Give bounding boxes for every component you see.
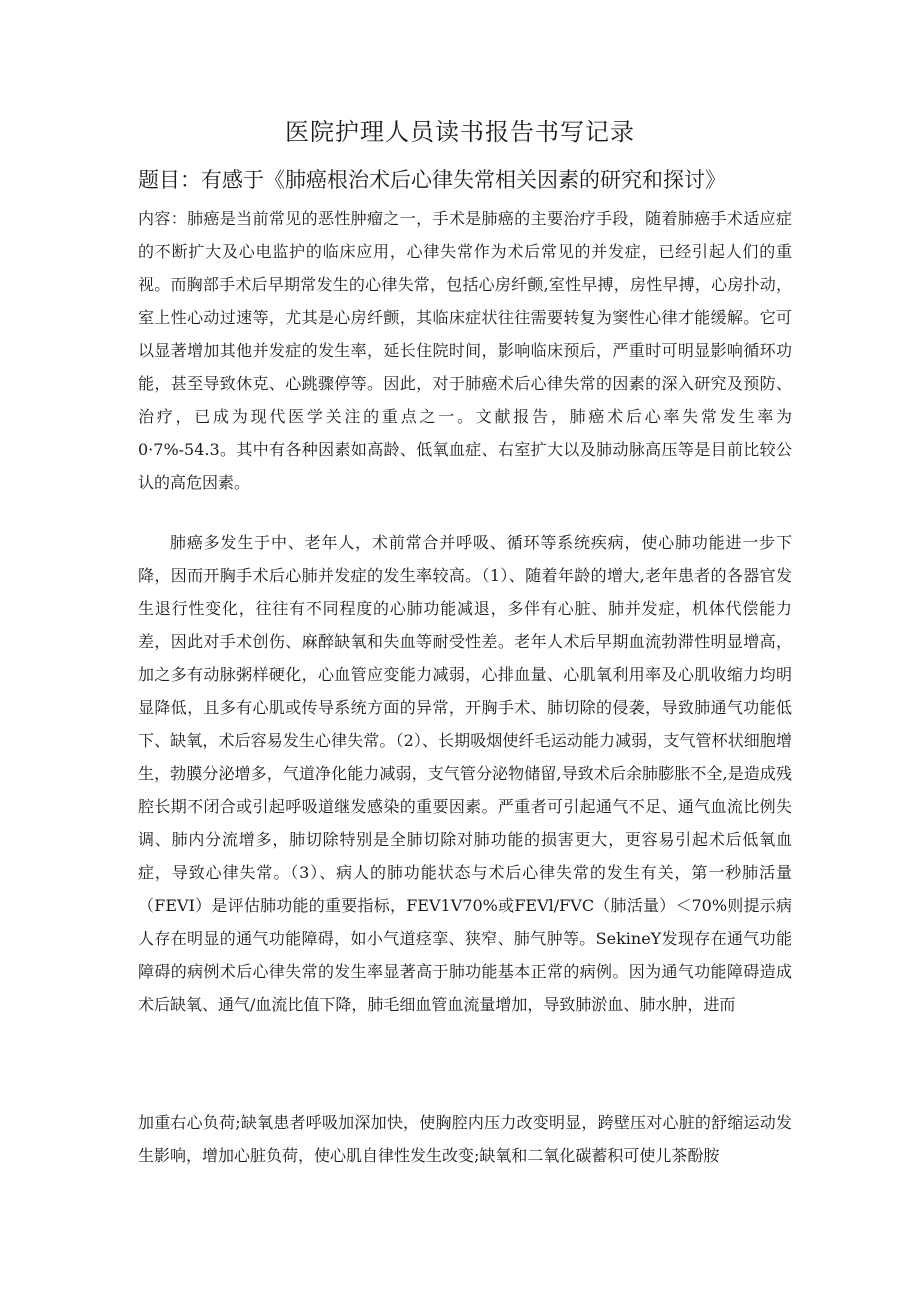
body-paragraph: 肺癌多发生于中、老年人，术前常合并呼吸、循环等系统疾病，使心肺功能进一步下降，因而开胸手术后心肺并发症的发生率较高。（1）、随着年龄的增大,老年患者的各器官发生退行性变化，往往有不同程度的心肺功能减退，多伴有心脏、肺并发症，机体代偿能力差，因此对手术创伤、麻醉缺氧和失血等耐受性差。老年人术后早期血流勃滞性明显增高，加之多有动脉粥样硬化，心血管应变能力减弱，心排血量、心肌氧利用率及心肌收缩力均明显降低，且多有心肌或传导系统方面的异常，开胸手术、肺切除的侵袭，导致肺通气功能低下、缺氧，术后容易发生心律失常。（2）、长期吸烟使纤毛运动能力减弱，支气管杯状细胞增生，勃膜分泌增多，气道净化能力减弱，支气管分泌物储留,导致术后余肺膨胀不全,是造成残腔长期不闭合或引起呼吸道继发感染的重要因素。严重者可引起通气不足、通气血流比例失调、肺内分流增多，肺切除特别是全肺切除对肺功能的损害更大，更容易引起术后低氧血症，导致心律失常。（3）、病人的肺功能状态与术后心律失常的发生有关，第一秒肺活量（FEVI）是评估肺功能的重要指标，FEV1V70%或FEVl/FVC（肺活量）＜70%则提示病人存在明显的通气功能障碍，如小气道痉挛、狭窄、肺气肿等。SekineY发现存在通气功能障碍的病例术后心律失常的发生率显著高于肺功能基本正常的病例。因为通气功能障碍造成术后缺氧、通气/血流比值下降，肺毛细血管血流量增加，导致肺淤血、肺水肿，进而 [138, 533, 792, 1014]
body-paragraph: 加重右心负荷;缺氧患者呼吸加深加快，使胸腔内压力改变明显，跨壁压对心脏的舒缩运动发生影响，增加心脏负荷，使心肌自律性发生改变;缺氧和二氧化碳蓄积可使儿茶酚胺 [138, 1113, 792, 1165]
report-subject: 题目：有感于《肺癌根治术后心律失常相关因素的研究和探讨》 [138, 168, 726, 192]
document-title: 医院护理人员读书报告书写记录 [285, 118, 635, 146]
body-paragraph: 内容：肺癌是当前常见的恶性肿瘤之一，手术是肺癌的主要治疗手段，随着肺癌手术适应症的不断扩大及心电监护的临床应用，心律失常作为术后常见的并发症，已经引起人们的重视。而胸部手术后早期常发生的心律失常，包括心房纤颤,室性早搏，房性早搏，心房扑动，室上性心动过速等，尤其是心房纤颤，其临床症状往往需要转复为窦性心律才能缓解。它可以显著增加其他并发症的发生率，延长住院时间，影响临床预后，严重时可明显影响循环功能，甚至导致休克、心跳骤停等。因此，对于肺癌术后心律失常的因素的深入研究及预防、治疗，已成为现代医学关注的重点之一。文献报告，肺癌术后心率失常发生率为0·7%-54.3。其中有各种因素如高龄、低氧血症、右室扩大以及肺动脉高压等是目前比较公认的高危因素。 [138, 209, 792, 492]
